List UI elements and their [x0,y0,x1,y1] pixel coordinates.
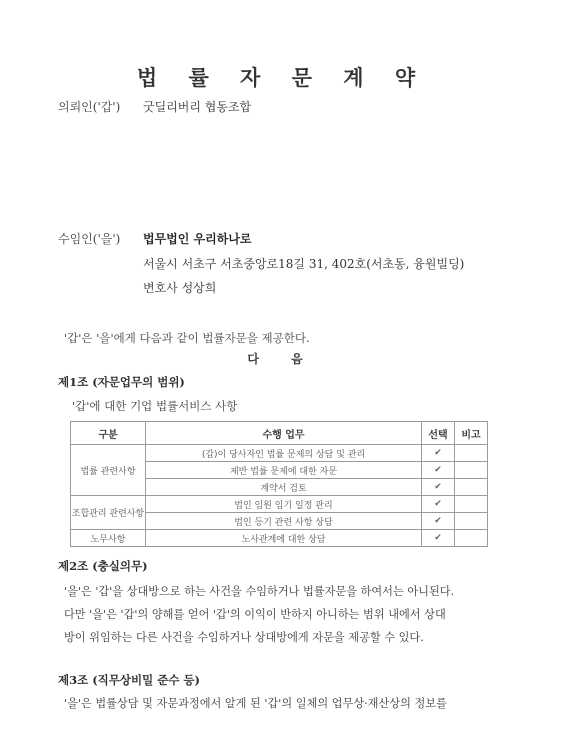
table-row [71,445,488,462]
article2-body [64,580,534,649]
header-note: 비고 [455,422,488,445]
check-icon: ✔ [422,530,455,547]
table-row [71,530,488,547]
header-category: 구분 [71,422,146,445]
table-header-row [71,422,488,445]
task-cell: 법인 임원 임기 일정 관리 [146,496,422,513]
intro-sentence: '갑'은 '을'에게 다음과 같이 법률자문을 제공한다. [64,331,310,345]
task-cell: 법인 등기 관련 사항 상담 [146,513,422,530]
article2-line: 다만 '을'은 '갑'의 양해를 얻어 '갑'의 이익이 반하지 아니하는 범위 내에서 상대 [64,608,446,621]
counsel-label: 수임인('을') [58,232,121,246]
note-cell [455,445,488,462]
task-cell: 계약서 검토 [146,479,422,496]
article2-line: '을'은 '갑'을 상대방으로 하는 사건을 수임하거나 법률자문을 하여서는 아니된다. [64,585,455,598]
article1-title: 제1조 (자문업무의 범위) [58,375,185,389]
article3-body [64,692,534,715]
counsel-firm: 법무법인 우리하나로 [143,232,252,246]
client-name: 굿딜리버리 협동조합 [143,100,252,114]
counsel-address: 서울시 서초구 서초중앙로18길 31, 402호(서초동, 융원빌딩) [143,257,465,271]
category-cell: 조합관리 관련사항 [71,496,146,530]
article3-title: 제3조 (직무상비밀 준수 등) [58,673,200,687]
article2-line: 방이 위임하는 다른 사건을 수임하거나 상대방에게 자문을 제공할 수 있다. [64,631,424,644]
client-label: 의뢰인('갑') [58,100,121,114]
heading-daeum: 다 음 [247,352,317,366]
check-icon: ✔ [422,479,455,496]
note-cell [455,513,488,530]
note-cell [455,496,488,513]
counsel-attorney: 변호사 성상희 [143,281,217,295]
article1-text: '갑'에 대한 기업 법률서비스 사항 [72,399,238,413]
note-cell [455,530,488,547]
check-icon: ✔ [422,445,455,462]
check-icon: ✔ [422,496,455,513]
article3-line: '을'은 법률상담 및 자문과정에서 알게 된 '갑'의 일체의 업무상·재산상의 정보를 [64,697,447,710]
note-cell [455,479,488,496]
check-icon: ✔ [422,513,455,530]
article2-title: 제2조 (충실의무) [58,559,148,573]
category-cell: 노무사항 [71,530,146,547]
services-table [70,421,488,547]
table-row [71,496,488,513]
task-cell: 제반 법률 문제에 대한 자문 [146,462,422,479]
header-select: 선택 [422,422,455,445]
task-cell: 노사관계에 대한 상담 [146,530,422,547]
task-cell: (갑)이 당사자인 법률 문제의 상담 및 관리 [146,445,422,462]
note-cell [455,462,488,479]
header-task: 수행 업무 [146,422,422,445]
category-cell: 법률 관련사항 [71,445,146,496]
document-title: 법 률 자 문 계 약 [136,66,428,90]
check-icon: ✔ [422,462,455,479]
